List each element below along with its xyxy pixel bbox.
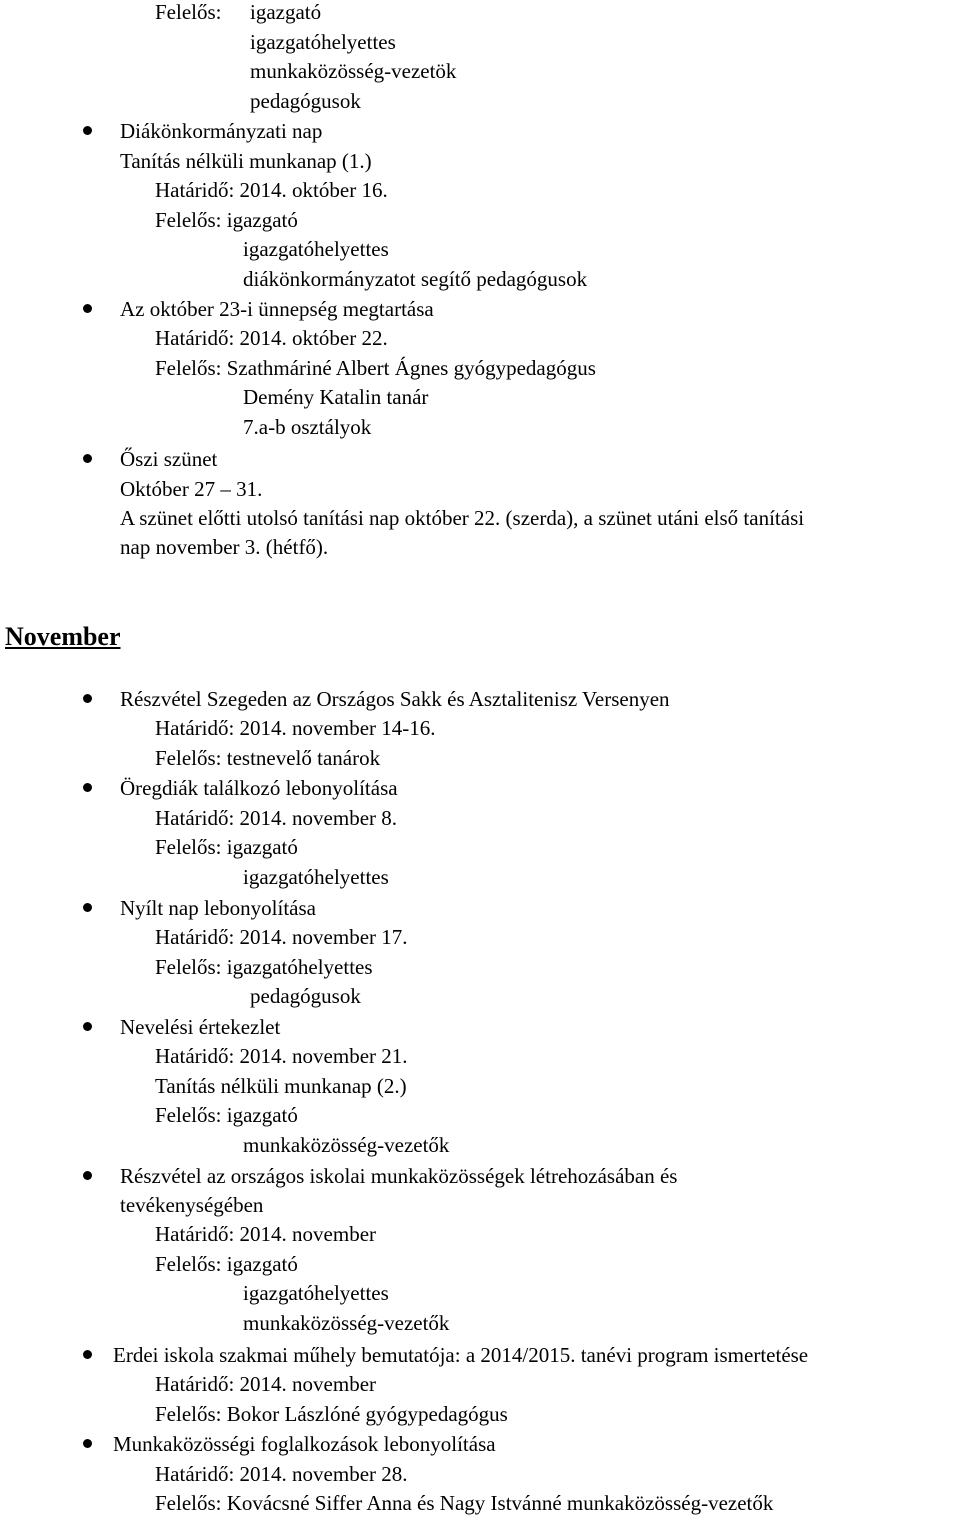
responsible-line: igazgatóhelyettes	[243, 865, 389, 889]
responsible-line: munkaközösség-vezetők	[243, 1311, 450, 1335]
responsible: Felelős: igazgató	[155, 835, 298, 859]
bullet-icon	[83, 903, 92, 912]
list-item-line: A szünet előtti utolsó tanítási nap október 22. (szerda), a szünet utáni első tanítási	[120, 506, 805, 530]
responsible-line: igazgatóhelyettes	[243, 237, 389, 261]
responsible: Felelős: Szathmáriné Albert Ágnes gyógypedagógus	[155, 356, 596, 380]
list-item-title: Részvétel Szegeden az Országos Sakk és Asztalitenisz Versenyen	[120, 687, 670, 711]
responsible-line: pedagógusok	[250, 89, 361, 113]
list-item-line: nap november 3. (hétfő).	[120, 535, 329, 559]
deadline: Határidő: 2014. november	[155, 1372, 377, 1396]
deadline: Határidő: 2014. november 17.	[155, 925, 408, 949]
section-heading: November	[5, 622, 121, 651]
list-item-title: tevékenységében	[120, 1193, 264, 1217]
responsible-line: igazgatóhelyettes	[250, 30, 396, 54]
bullet-icon	[83, 694, 92, 703]
responsible: Felelős: Bokor Lászlóné gyógypedagógus	[155, 1402, 508, 1426]
responsible-line: munkaközösség-vezetők	[243, 1133, 450, 1157]
responsible: Felelős: igazgató	[155, 208, 298, 232]
responsible: Felelős: igazgatóhelyettes	[155, 955, 373, 979]
list-item-title: Az október 23-i ünnepség megtartása	[120, 297, 434, 321]
bullet-icon	[83, 304, 92, 313]
list-item-line: Tanítás nélküli munkanap (2.)	[155, 1074, 407, 1098]
list-item-title: Erdei iskola szakmai műhely bemutatója: a 2014/2015. tanévi program ismertetése	[113, 1343, 809, 1367]
list-item-line: Október 27 – 31.	[120, 477, 263, 501]
list-item-title: Őszi szünet	[120, 447, 218, 471]
bullet-icon	[83, 783, 92, 792]
deadline: Határidő: 2014. november	[155, 1222, 377, 1246]
bullet-icon	[83, 1439, 92, 1448]
responsible-line: 7.a-b osztályok	[243, 415, 372, 439]
responsible: Felelős: testnevelő tanárok	[155, 746, 381, 770]
list-item-title: Munkaközösségi foglalkozások lebonyolítása	[113, 1432, 496, 1456]
responsible-line: igazgató	[250, 0, 322, 24]
list-item-line: Tanítás nélküli munkanap (1.)	[120, 149, 372, 173]
responsible: Felelős: Kovácsné Siffer Anna és Nagy Istvánné munkaközösség-vezetők	[155, 1491, 774, 1515]
responsible: Felelős: igazgató	[155, 1252, 298, 1276]
deadline: Határidő: 2014. október 16.	[155, 178, 388, 202]
deadline: Határidő: 2014. november 21.	[155, 1044, 408, 1068]
responsible-line: igazgatóhelyettes	[243, 1281, 389, 1305]
deadline: Határidő: 2014. október 22.	[155, 326, 388, 350]
list-item-title: Nevelési értekezlet	[120, 1015, 281, 1039]
responsible-line: pedagógusok	[250, 984, 361, 1008]
list-item-title: Diákönkormányzati nap	[120, 119, 323, 143]
deadline: Határidő: 2014. november 8.	[155, 806, 398, 830]
deadline: Határidő: 2014. november 28.	[155, 1462, 408, 1486]
responsible-line: munkaközösség-vezetök	[250, 59, 457, 83]
bullet-icon	[83, 454, 92, 463]
responsible-label: Felelős:	[155, 0, 222, 24]
bullet-icon	[83, 1022, 92, 1031]
responsible-line: Demény Katalin tanár	[243, 385, 429, 409]
bullet-icon	[83, 1350, 92, 1359]
list-item-title: Öregdiák találkozó lebonyolítása	[120, 776, 398, 800]
deadline: Határidő: 2014. november 14-16.	[155, 716, 436, 740]
bullet-icon	[83, 1171, 92, 1180]
bullet-icon	[83, 126, 92, 135]
list-item-title: Nyílt nap lebonyolítása	[120, 896, 316, 920]
list-item-title: Részvétel az országos iskolai munkaközösségek létrehozásában és	[120, 1164, 678, 1188]
responsible-line: diákönkormányzatot segítő pedagógusok	[243, 267, 588, 291]
responsible: Felelős: igazgató	[155, 1103, 298, 1127]
